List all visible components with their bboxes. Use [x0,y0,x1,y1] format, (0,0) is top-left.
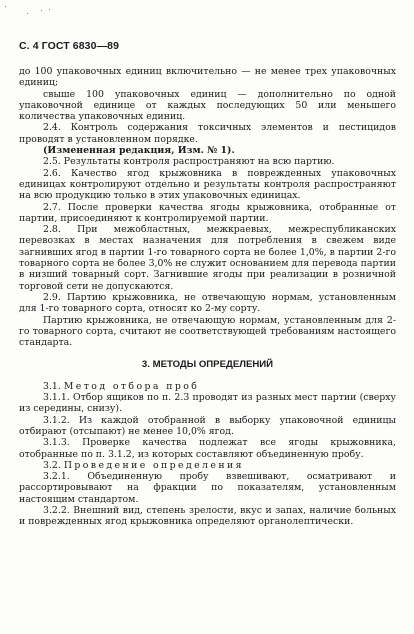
paragraph: 2.8. При межобластных, межкраевых, межреспубликанских перевозках в местах назначения для потребления в свежем виде загнивших ягод в партии 1-го товарного сорта не более 1,0%, в партии 2-го товарного сорта не более 3,0% не служит основанием для перевода партии в низший товарный сорт. Загнившие ягоды при реализации в розничной торговой сети не допускаются. [19,224,396,292]
subsection-number: 3.1. [43,380,61,392]
subsection-title: Проведение определения [63,459,244,471]
document-body [19,66,396,528]
section-title: 3. МЕТОДЫ ОПРЕДЕЛЕНИЙ [141,359,274,371]
amendment-note: (Измененная редакция, Изм. № 1). [43,145,235,157]
paragraph: 3.1.2. Из каждой отобранной в выборку упаковочной единицы отбирают (отсыпают) не менее 10,0% ягод. [19,414,396,437]
paragraph: 3.2.2. Внешний вид, степень зрелости, вкус и запах, наличие больных и поврежденных ягод крыжовника определяют органолептически. [19,504,396,528]
paragraph: 2.6. Качество ягод крыжовника в поврежденных упаковочных единицах контролируют отдельно и результаты контроля распространяют на всю продукцию только в этих упаковочных единицах. [19,167,396,202]
paragraph: 2.5. Результаты контроля распространяют на всю партию. [43,156,335,168]
paragraph: 2.7. После проверки качества ягоды крыжовника, отобранные от партии, присоединяют к контролируемой партии. [19,201,396,224]
subsection-heading [19,460,396,471]
paragraph: до 100 упаковочных единиц включительно — не менее трех упаковочных единиц; [19,66,396,89]
scan-speck [5,6,6,7]
paragraph: 3.1.3. Проверке качества подлежат все ягоды крыжовника, отобранные по п. 3.1.2, из которых составляют объединенную пробу. [19,437,396,460]
scan-speck [41,10,42,11]
paragraph: 2.4. Контроль содержания токсичных элементов и пестицидов проводят в установленном порядке. [19,122,396,145]
paragraph: 3.2.1. Объединенную пробу взвешивают, осматривают и рассортировывают на фракции по показателям, установленным настоящим стандартом. [19,471,396,505]
subsection-heading [19,381,396,392]
scan-speck [27,13,28,14]
page-header: С. 4 ГОСТ 6830—89 [19,40,120,52]
paragraph: 3.1.1. Отбор ящиков по п. 2.3 проводят из разных мест партии (сверху из середины, снизу). [19,392,396,415]
scan-speck [49,9,50,10]
paragraph: свыше 100 упаковочных единиц — дополнительно по одной упаковочной единице от каждых последующих 50 или меньшего количества упаковочных единиц. [19,88,396,123]
paragraph: 2.9. Партию крыжовника, не отвечающую нормам, установленным для 1-го товарного сорта, относят ко 2-му сорту. [19,291,396,315]
subsection-title: Метод отбора проб [63,380,200,392]
paragraph: Партию крыжовника, не отвечающую нормам, установленным для 2-го товарного сорта, считают не соответствующей требованиям настоящего стандарта. [19,314,396,349]
subsection-number: 3.2. [43,459,61,471]
